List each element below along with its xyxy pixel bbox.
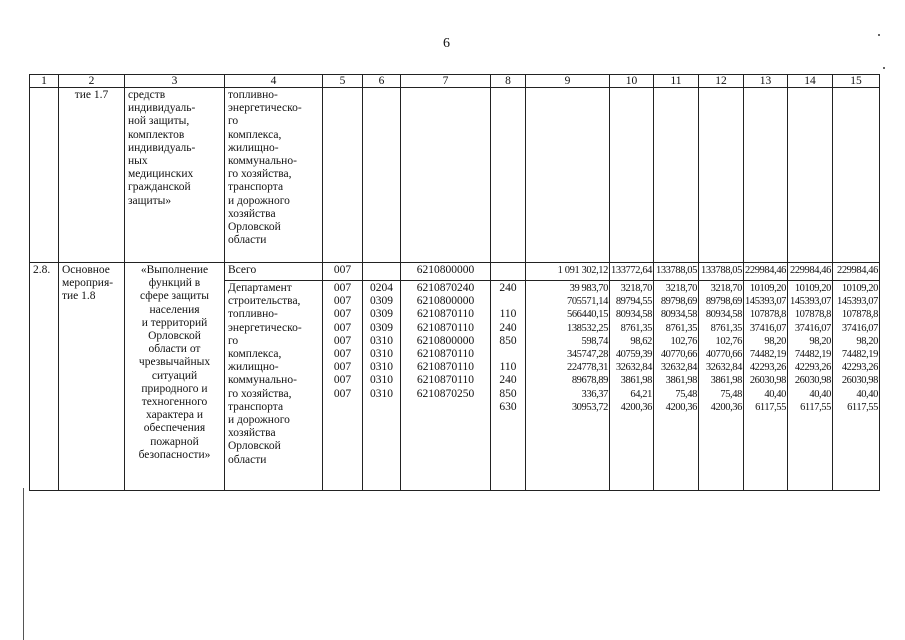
cell-value: 10109,20 145393,07 107878,8 37416,07 98,20 74482,19 42293,26 26030,98 40,40 6117,55 [833,281,880,491]
cell-grbs: 007 007 007 007 007 007 007 007 007 [323,281,363,491]
scan-speck [883,67,885,69]
table-row-continued [30,88,880,263]
cell-value: 229984,46 [788,263,833,281]
cell-rzpr: 0204 0309 0309 0309 0310 0310 0310 0310 0310 [363,281,401,491]
cell-empty [699,88,744,263]
cell-grbs: 007 [323,263,363,281]
cell-empty [323,88,363,263]
cell-value: 3218,70 89794,55 80934,58 8761,35 98,62 40759,39 32632,84 3861,98 64,21 4200,36 [610,281,654,491]
cell-executor: топливно- энергетическо- го комплекса, жилищно- коммунально- го хозяйства, транспорта и дорожного хозяйства Орловской области [225,88,323,263]
header-cell: 12 [699,75,744,88]
cell-description: средств индивидуаль- ной защиты, комплектов индивидуаль- ных медицинских гражданской защиты» [125,88,225,263]
header-cell: 2 [59,75,125,88]
cell-measure: тие 1.7 [59,88,125,263]
cell-vr: 240 110 240 850 110 240 850 630 [491,281,526,491]
header-cell: 4 [225,75,323,88]
cell-empty [491,88,526,263]
cell-value: 10109,20 145393,07 107878,8 37416,07 98,20 74482,19 42293,26 26030,98 40,40 6117,55 [788,281,833,491]
header-row [30,75,880,88]
cell-csr: 6210870240 6210800000 6210870110 6210870110 6210800000 6210870110 6210870110 6210870110 6210870250 [401,281,491,491]
header-cell: 6 [363,75,401,88]
header-cell: 13 [744,75,788,88]
cell-empty [363,88,401,263]
header-cell: 14 [788,75,833,88]
cell-empty [788,88,833,263]
cell-value: 3218,70 89798,69 80934,58 8761,35 102,76 40770,66 32632,84 3861,98 75,48 4200,36 [699,281,744,491]
header-cell: 7 [401,75,491,88]
cell-description: «Выполнение функций в сфере защиты населения и территорий Орловской области от чрезвычайных ситуаций природного и техногенного характера и обеспечения пожарной безопасности» [125,263,225,491]
scan-speck [878,34,880,36]
cell-vr [491,263,526,281]
header-cell: 3 [125,75,225,88]
cell-executor: Департамент строительства, топливно- энергетическо- го комплекса, жилищно- коммунально- го хозяйства, транспорта и дорожного хозяйства Орловской области [225,281,323,491]
cell-value: 10109,20 145393,07 107878,8 37416,07 98,20 74482,19 42293,26 26030,98 40,40 6117,55 [744,281,788,491]
cell-empty [401,88,491,263]
cell-value: 1 091 302,12 [526,263,610,281]
cell-measure: Основное мероприя- тие 1.8 [59,263,125,491]
cell-value: 133772,64 [610,263,654,281]
cell-total-label: Всего [225,263,323,281]
cell-value: 39 983,70 705571,14 566440,15 138532,25 598,74 345747,28 224778,31 89678,89 336,37 30953,72 [526,281,610,491]
budget-table [29,74,880,491]
header-cell: 11 [654,75,699,88]
cell-empty [744,88,788,263]
cell-csr: 6210800000 [401,263,491,281]
header-cell: 5 [323,75,363,88]
cell-value: 3218,70 89798,69 80934,58 8761,35 102,76 40770,66 32632,84 3861,98 75,48 4200,36 [654,281,699,491]
page-number: 6 [443,36,450,51]
cell-value: 229984,46 [744,263,788,281]
cell-rzpr [363,263,401,281]
cell-value: 133788,05 [699,263,744,281]
cell-empty [833,88,880,263]
table-row-total [30,263,880,281]
cell-empty [526,88,610,263]
header-cell: 1 [30,75,59,88]
header-cell: 8 [491,75,526,88]
cell-value: 229984,46 [833,263,880,281]
cell-item-number: 2.8. [30,263,59,491]
cell-empty [610,88,654,263]
cell-value: 133788,05 [654,263,699,281]
cell-empty [654,88,699,263]
header-cell: 15 [833,75,880,88]
scan-edge-line [23,488,24,640]
cell-num [30,88,59,263]
header-cell: 9 [526,75,610,88]
header-cell: 10 [610,75,654,88]
